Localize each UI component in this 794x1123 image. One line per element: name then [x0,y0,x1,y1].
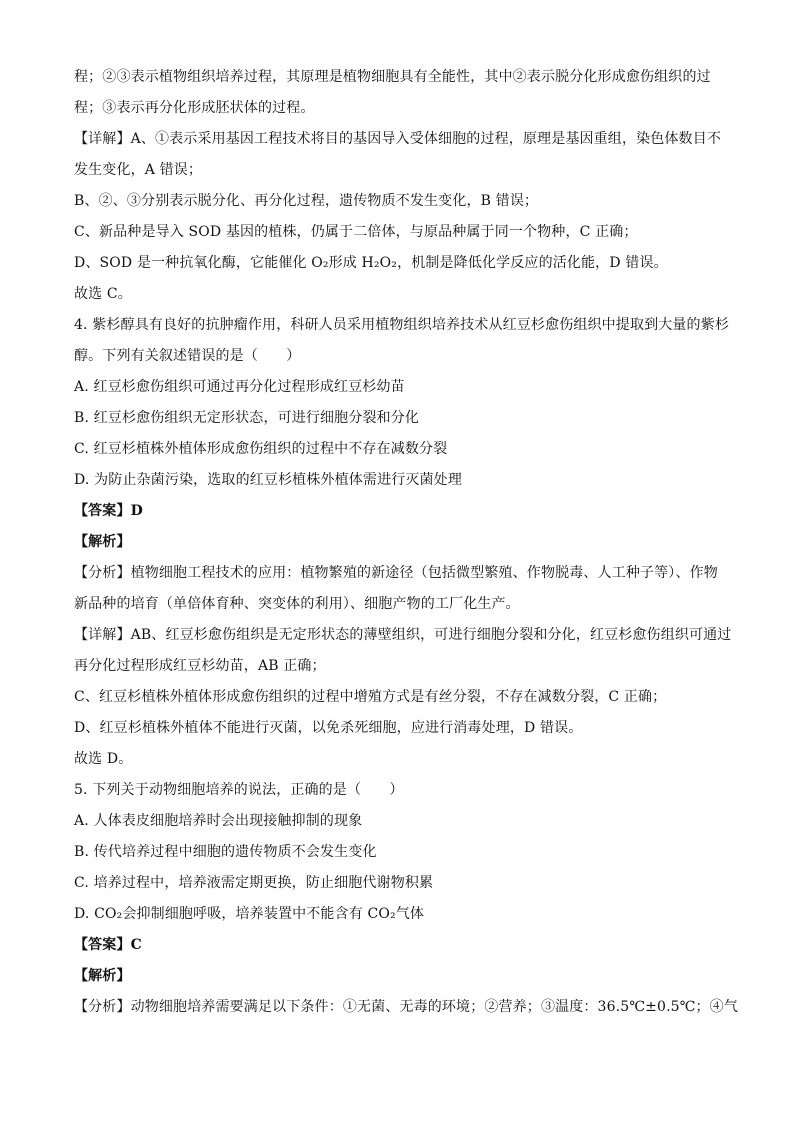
text-line: 新品种的培育（单倍体育种、突变体的利用）、细胞产物的工厂化生产。 [74,596,520,612]
document-page [74,62,738,1023]
text-line: A. 红豆杉愈伤组织可通过再分化过程形成红豆杉幼苗 [74,379,405,395]
text-line: C. 红豆杉植株外植体形成愈伤组织的过程中不存在减数分裂 [74,441,448,457]
text-line: 【解析】 [74,968,131,984]
text-line: 【答案】D [74,503,143,519]
text-line: 【分析】动物细胞培养需要满足以下条件：①无菌、无毒的环境；②营养；③温度：36.5℃±0.5℃；④气 [74,999,738,1015]
text-line: B. 红豆杉愈伤组织无定形状态，可进行细胞分裂和分化 [74,410,420,426]
text-line: 醇。下列有关叙述错误的是（ ） [74,348,301,364]
text-line: 【详解】A、①表示采用基因工程技术将目的基因导入受体细胞的过程，原理是基因重组，染色体数目不 [74,131,722,147]
text-line: 4. 紫杉醇具有良好的抗肿瘤作用，科研人员采用植物组织培养技术从红豆杉愈伤组织中提取到大量的紫杉 [74,317,730,333]
text-line: 5. 下列关于动物细胞培养的说法，正确的是（ ） [74,782,404,798]
text-line: D、红豆杉植株外植体不能进行灭菌，以免杀死细胞，应进行消毒处理，D 错误。 [74,720,583,736]
text-line: 程；③表示再分化形成胚状体的过程。 [74,100,315,116]
text-line: A. 人体表皮细胞培养时会出现接触抑制的现象 [74,813,363,829]
text-line: 【分析】植物细胞工程技术的应用：植物繁殖的新途径（包括微型繁殖、作物脱毒、人工种子等）、作物 [74,565,718,581]
text-line: 发生变化，A 错误； [74,162,203,178]
text-line: 【详解】AB、红豆杉愈伤组织是无定形状态的薄壁组织，可进行细胞分裂和分化，红豆杉愈伤组织可通过 [74,627,732,643]
text-line: 再分化过程形成红豆杉幼苗，AB 正确； [74,658,326,674]
text-line: D、SOD 是一种抗氧化酶，它能催化 O₂形成 H₂O₂，机制是降低化学反应的活化能，D 错误。 [74,255,668,271]
text-line: 故选 C。 [74,286,132,302]
text-line: B. 传代培养过程中细胞的遗传物质不会发生变化 [74,844,377,860]
text-line: C. 培养过程中，培养液需定期更换，防止细胞代谢物积累 [74,875,434,891]
text-line: C、新品种是导入 SOD 基因的植株，仍属于二倍体，与原品种属于同一个物种，C 正确； [74,224,638,240]
text-line: 【答案】C [74,937,142,953]
text-line: B、②、③分别表示脱分化、再分化过程，遗传物质不发生变化，B 错误； [74,193,539,209]
text-line: 故选 D。 [74,751,133,767]
text-line: 程；②③表示植物组织培养过程，其原理是植物细胞具有全能性，其中②表示脱分化形成愈伤组织的过 [74,69,711,85]
text-line: D. 为防止杂菌污染，选取的红豆杉植株外植体需进行灭菌处理 [74,472,462,488]
text-line: 【解析】 [74,534,131,550]
text-line: C、红豆杉植株外植体形成愈伤组织的过程中增殖方式是有丝分裂，不存在减数分裂，C 正确； [74,689,667,705]
text-line: D. CO₂会抑制细胞呼吸，培养装置中不能含有 CO₂气体 [74,906,425,922]
